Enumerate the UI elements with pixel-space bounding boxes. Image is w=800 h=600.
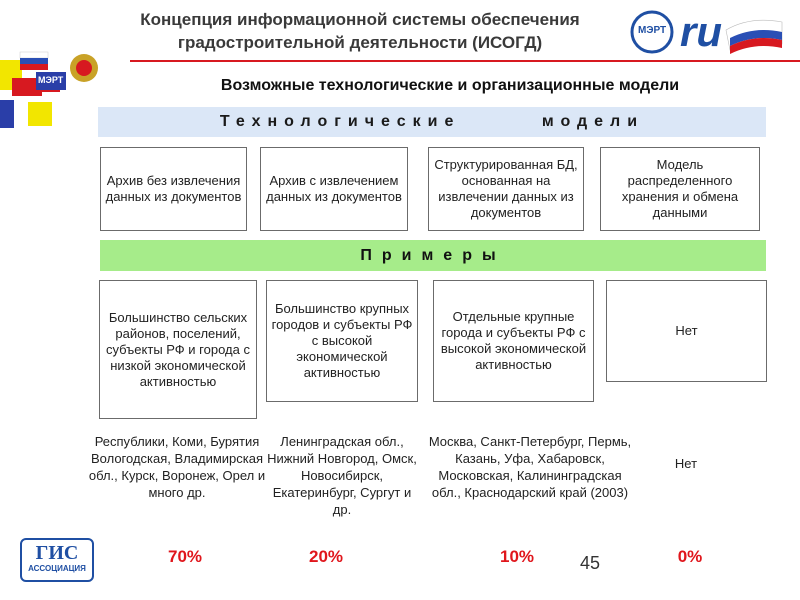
gis-logo-sub: АССОЦИАЦИЯ — [28, 564, 86, 573]
region-list-3: Москва, Санкт-Петербург, Пермь, Казань, Уфа, Хабаровск, Московская, Калининградская обл., Краснодарский край (2003) — [428, 434, 632, 500]
region-list-1: Республики, Коми, Бурятия Вологодская, Владимирская обл., Курск, Воронеж, Орел и много др. — [88, 434, 266, 500]
examples-band: Примеры — [100, 240, 766, 271]
right-logo-text: МЭРТ — [638, 25, 667, 36]
example-box-3: Отдельные крупные города и субъекты РФ с высокой экономической активностью — [433, 280, 594, 402]
region-list-2: Ленинградская обл., Нижний Новгород, Омск, Новосибирск, Екатеринбург, Сургут и др. — [267, 434, 417, 517]
example-box-1: Большинство сельских районов, поселений, субъекты РФ и города с низкой экономической активностью — [99, 280, 257, 419]
page-subtitle: Возможные технологические и организационные модели — [220, 77, 680, 94]
example-box-2: Большинство крупных городов и субъекты РФ с высокой экономической активностью — [266, 280, 418, 402]
gis-association-logo — [20, 538, 94, 582]
model-box-1: Архив без извлечения данных из документов — [100, 147, 247, 231]
model-box-3: Структурированная БД, основанная на извлечении данных из документов — [428, 147, 584, 231]
ru-logo: ru — [680, 8, 722, 55]
percent-1: 70% — [167, 547, 203, 566]
page-title: Концепция информационной системы обеспечения градостроительной деятельности (ИСОГД) — [140, 10, 580, 52]
left-logo-text: МЭРТ — [38, 75, 64, 85]
model-box-2: Архив с извлечением данных из документов — [260, 147, 408, 231]
tech-models-band: Технологические модели — [98, 107, 766, 137]
page-number: 45 — [580, 553, 601, 573]
gis-logo-main: ГИС — [35, 542, 79, 564]
percent-4: 0% — [677, 547, 703, 566]
percent-3: 10% — [499, 547, 535, 566]
ministry-logo-right — [630, 8, 790, 60]
percent-2: 20% — [308, 547, 344, 566]
model-box-4: Модель распределенного хранения и обмена данными — [600, 147, 760, 231]
example-box-4: Нет — [606, 280, 767, 382]
header-divider — [130, 60, 800, 62]
region-list-4: Нет — [674, 456, 698, 471]
